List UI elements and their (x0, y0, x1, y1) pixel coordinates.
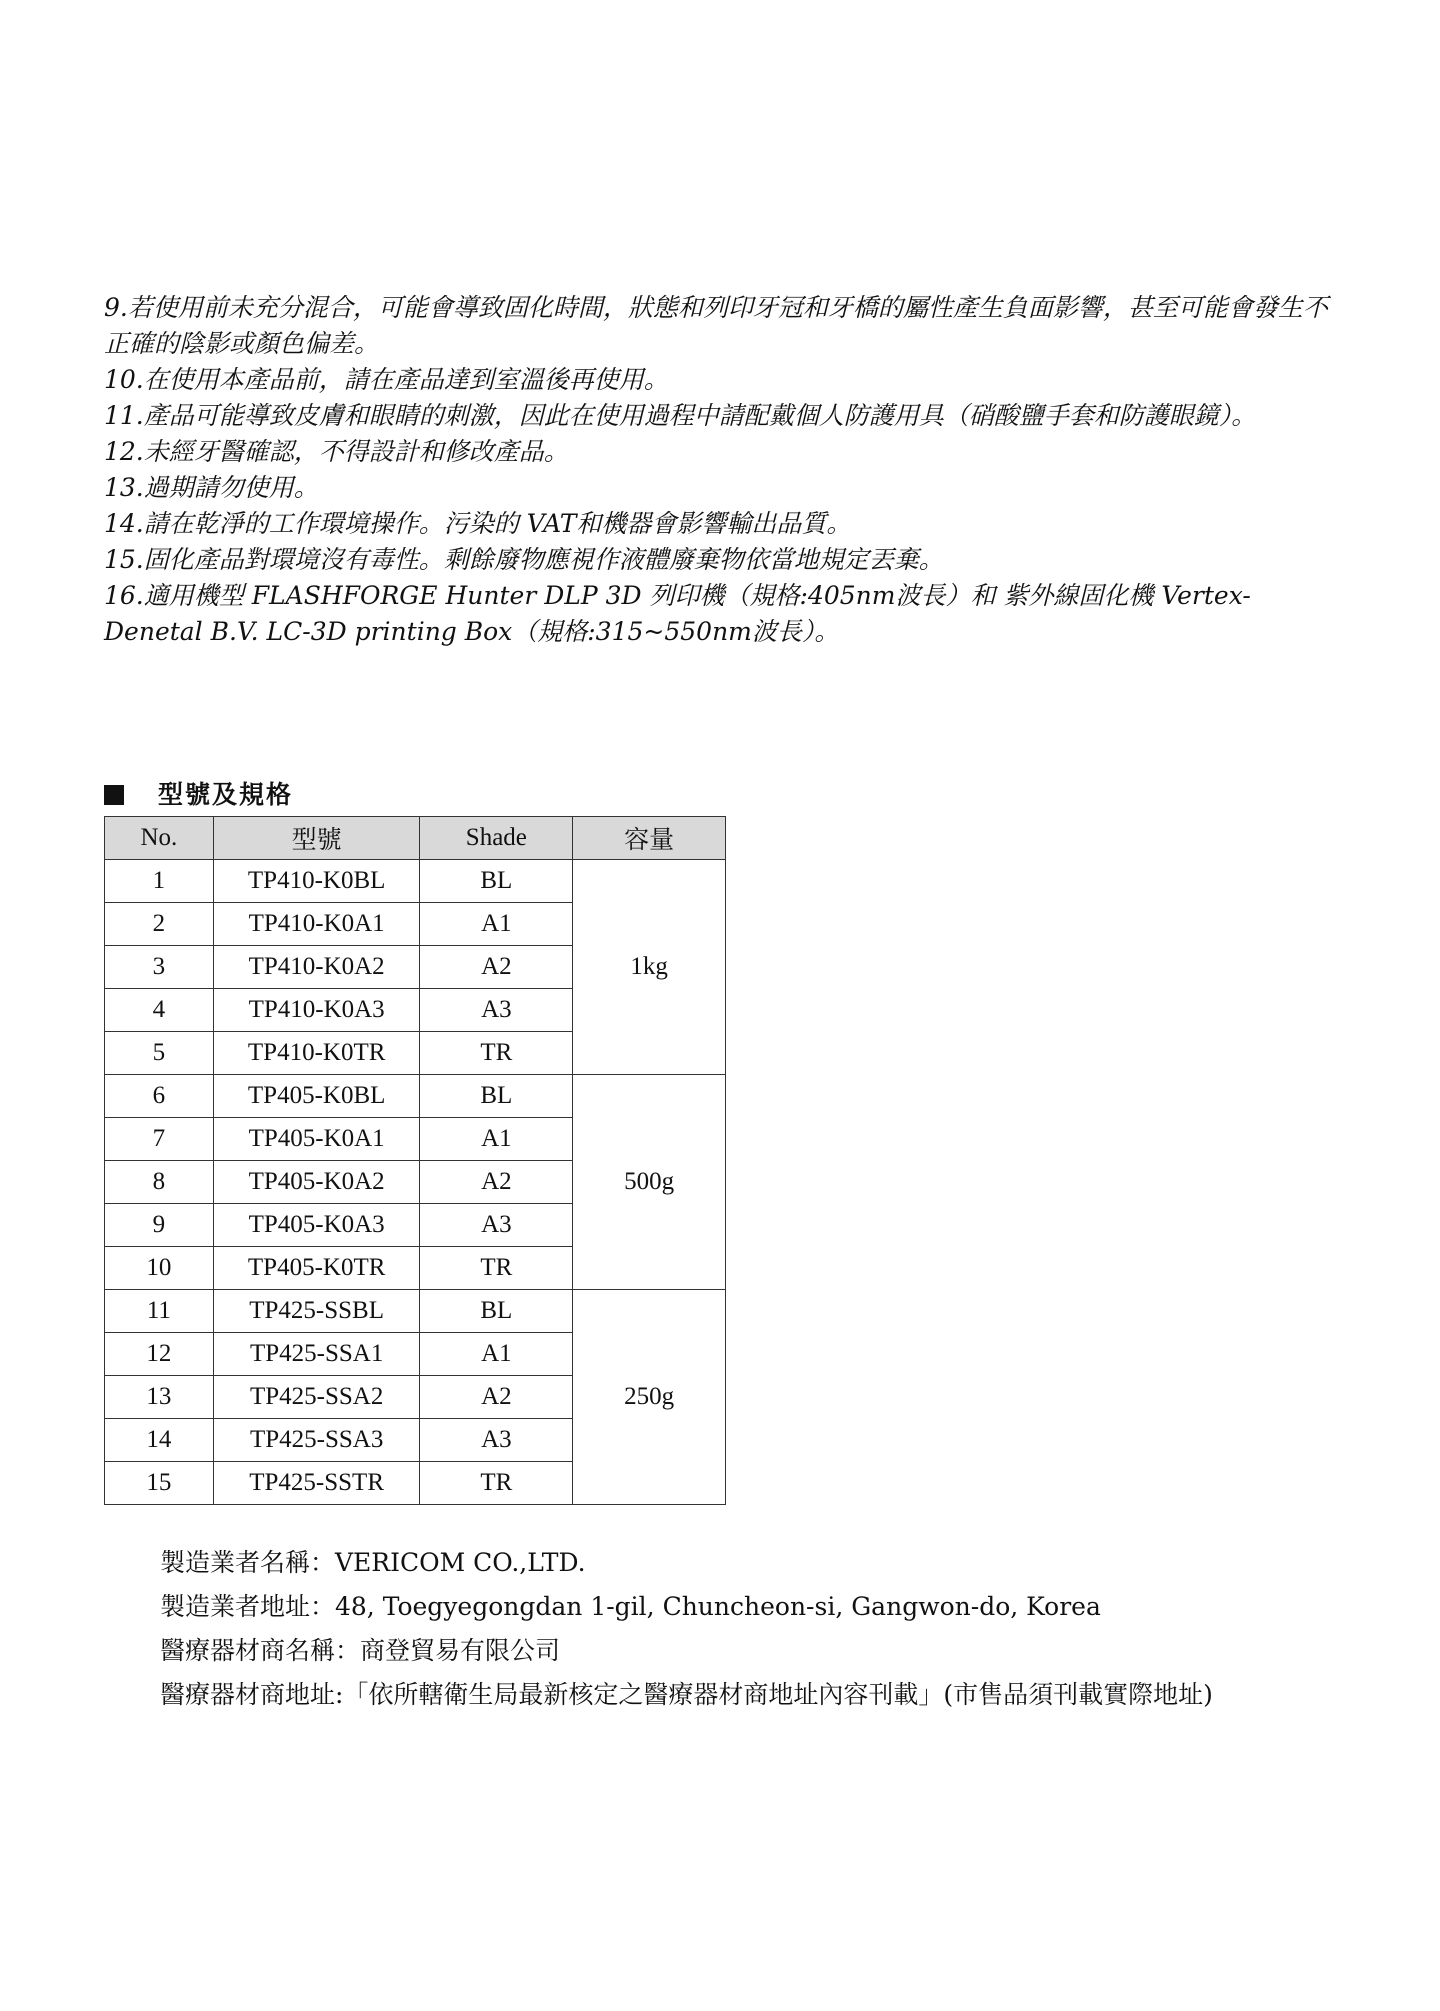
cell-shade: A1 (420, 1333, 573, 1376)
cell-shade: BL (420, 1290, 573, 1333)
cell-model: TP405-K0A2 (213, 1161, 420, 1204)
cell-model: TP405-K0A3 (213, 1204, 420, 1247)
black-square-icon (104, 785, 124, 805)
cell-shade: A3 (420, 989, 573, 1032)
cell-no: 3 (105, 946, 214, 989)
cell-shade: TR (420, 1032, 573, 1075)
manufacturer-info (160, 1541, 1380, 1717)
cell-no: 13 (105, 1376, 214, 1419)
note-11: 11.產品可能導致皮膚和眼睛的刺激，因此在使用過程中請配戴個人防護用具（硝酸鹽手套和防護眼鏡）。 (104, 401, 1257, 430)
cell-shade: A1 (420, 903, 573, 946)
cell-model: TP410-K0BL (213, 860, 420, 903)
cell-no: 6 (105, 1075, 214, 1118)
section-title: 型號及規格 (158, 780, 294, 809)
cell-shade: A1 (420, 1118, 573, 1161)
cell-capacity: 1kg (573, 860, 726, 1075)
section-heading (104, 778, 293, 812)
note-12: 12.未經牙醫確認，不得設計和修改產品。 (104, 437, 569, 466)
cell-no: 7 (105, 1118, 214, 1161)
cell-no: 14 (105, 1419, 214, 1462)
distributor-address: 醫療器材商地址:「依所轄衛生局最新核定之醫療器材商地址內容刊載」(市售品須刊載實際地址) (160, 1680, 1213, 1709)
cell-model: TP410-K0TR (213, 1032, 420, 1075)
cell-model: TP425-SSA1 (213, 1333, 420, 1376)
cell-shade: TR (420, 1247, 573, 1290)
header-shade: Shade (420, 817, 573, 860)
cell-shade: TR (420, 1462, 573, 1505)
note-9: 9.若使用前未充分混合，可能會導致固化時間，狀態和列印牙冠和牙橋的屬性產生負面影響，甚至可能會發生不正確的陰影或顏色偏差。 (104, 293, 1328, 358)
model-spec-table (104, 816, 726, 1505)
cell-model: TP405-K0BL (213, 1075, 420, 1118)
cell-model: TP425-SSA2 (213, 1376, 420, 1419)
header-no: No. (105, 817, 214, 860)
cell-model: TP410-K0A3 (213, 989, 420, 1032)
cell-shade: BL (420, 860, 573, 903)
cell-no: 4 (105, 989, 214, 1032)
note-14: 14.請在乾淨的工作環境操作。污染的 VAT和機器會影響輸出品質。 (104, 509, 852, 538)
cell-no: 9 (105, 1204, 214, 1247)
cell-model: TP410-K0A2 (213, 946, 420, 989)
distributor-name: 醫療器材商名稱：商登貿易有限公司 (160, 1636, 561, 1665)
cell-model: TP425-SSTR (213, 1462, 420, 1505)
cell-no: 11 (105, 1290, 214, 1333)
cell-no: 8 (105, 1161, 214, 1204)
note-10: 10.在使用本產品前，請在產品達到室溫後再使用。 (104, 365, 669, 394)
cell-capacity: 500g (573, 1075, 726, 1290)
precautions-notes (104, 290, 1344, 650)
header-model: 型號 (213, 817, 420, 860)
cell-no: 1 (105, 860, 214, 903)
cell-shade: A3 (420, 1204, 573, 1247)
cell-no: 2 (105, 903, 214, 946)
cell-no: 5 (105, 1032, 214, 1075)
cell-model: TP410-K0A1 (213, 903, 420, 946)
table-row (105, 1075, 726, 1118)
cell-capacity: 250g (573, 1290, 726, 1505)
cell-shade: BL (420, 1075, 573, 1118)
cell-model: TP425-SSBL (213, 1290, 420, 1333)
cell-no: 10 (105, 1247, 214, 1290)
table-header-row (105, 817, 726, 860)
cell-no: 12 (105, 1333, 214, 1376)
note-15: 15.固化產品對環境沒有毒性。剩餘廢物應視作液體廢棄物依當地規定丟棄。 (104, 545, 944, 574)
note-13: 13.過期請勿使用。 (104, 473, 319, 502)
cell-no: 15 (105, 1462, 214, 1505)
cell-shade: A2 (420, 946, 573, 989)
table-row (105, 860, 726, 903)
manufacturer-address: 製造業者地址：48, Toegyegongdan 1-gil, Chuncheon-si, Gangwon-do, Korea (160, 1592, 1101, 1621)
header-capacity: 容量 (573, 817, 726, 860)
cell-shade: A2 (420, 1161, 573, 1204)
cell-model: TP405-K0A1 (213, 1118, 420, 1161)
cell-shade: A2 (420, 1376, 573, 1419)
table-row (105, 1290, 726, 1333)
cell-shade: A3 (420, 1419, 573, 1462)
manufacturer-name: 製造業者名稱：VERICOM CO.,LTD. (160, 1548, 586, 1577)
cell-model: TP405-K0TR (213, 1247, 420, 1290)
cell-model: TP425-SSA3 (213, 1419, 420, 1462)
note-16: 16.適用機型 FLASHFORGE Hunter DLP 3D 列印機（規格:405nm波長）和 紫外線固化機 Vertex-Denetal B.V. LC-3D printing Box（規格:315~550nm波長）。 (104, 581, 1251, 646)
